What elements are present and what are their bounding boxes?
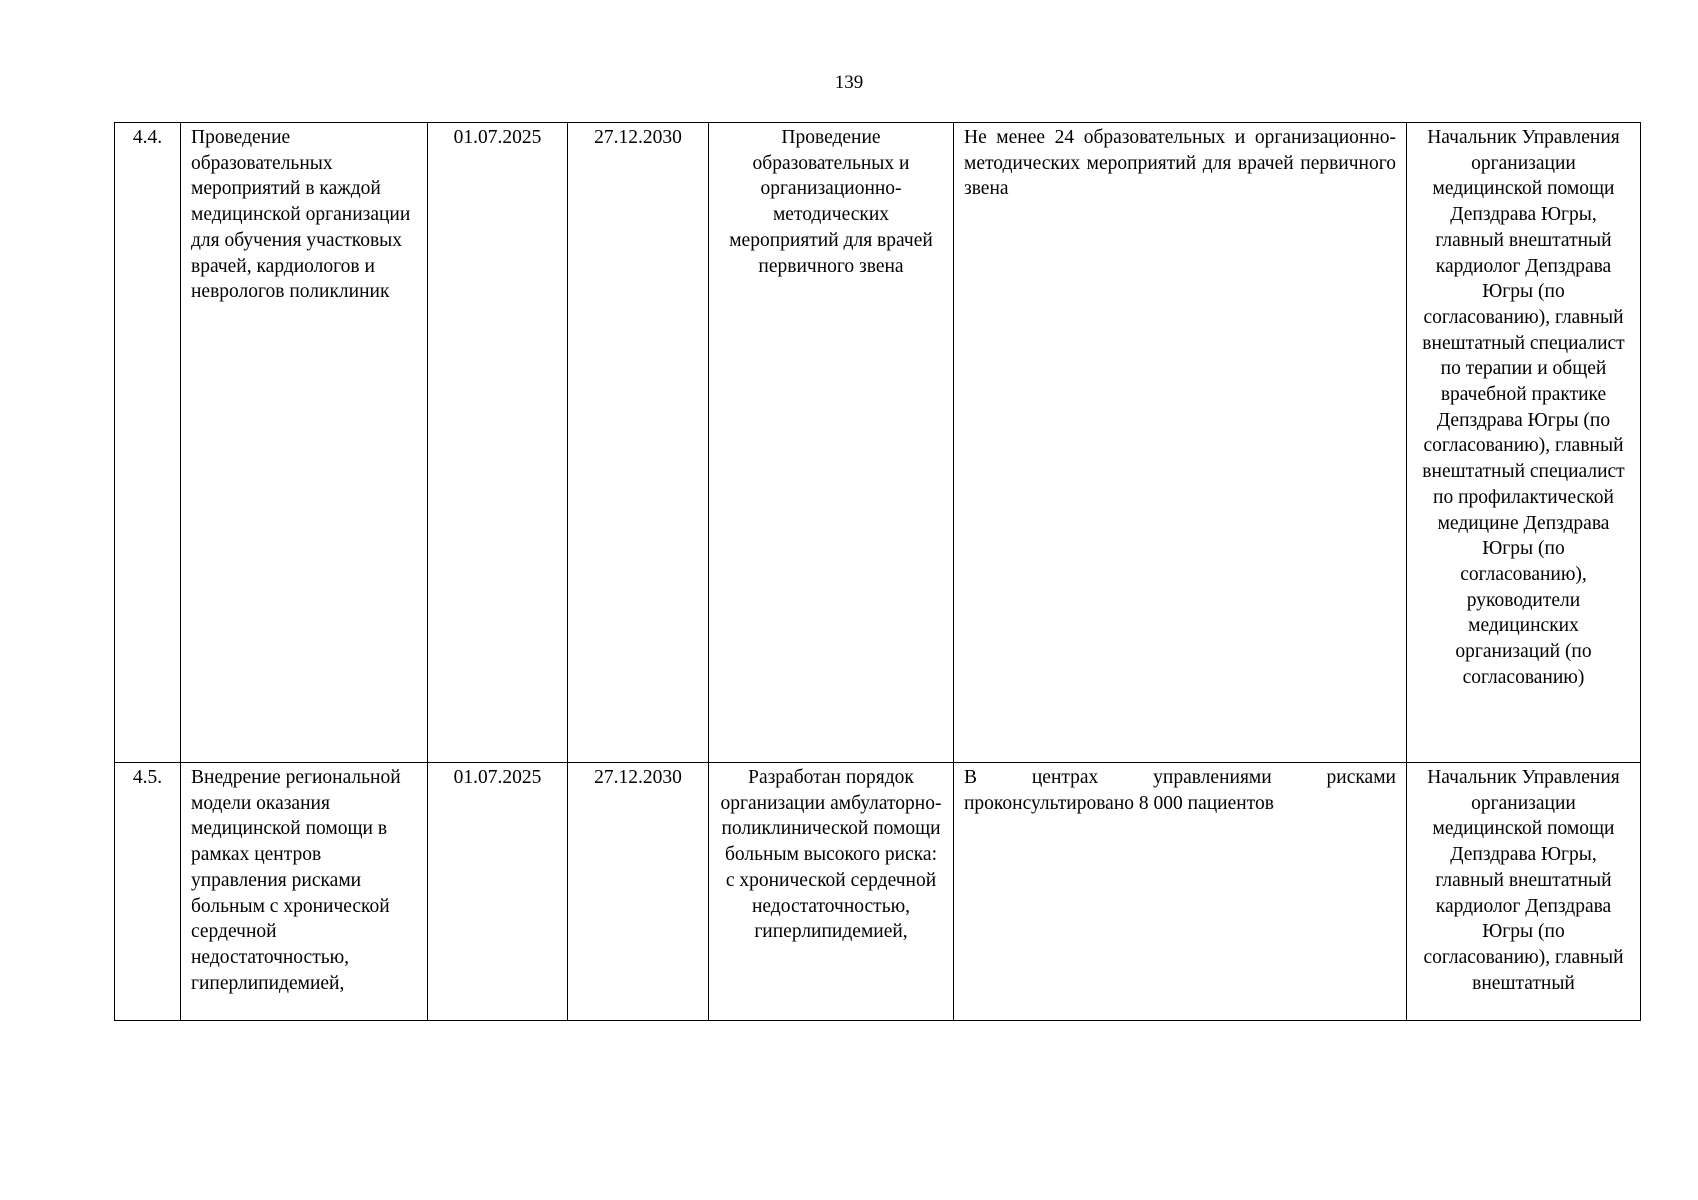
item-number: 4.4.: [132, 127, 163, 148]
responsible-cell: [1407, 123, 1641, 763]
page-number: 139: [834, 72, 864, 93]
measure-name-cell: [181, 123, 428, 763]
table-row: [115, 763, 1641, 1021]
measures-table: [114, 122, 1641, 1021]
measure-name: Проведение образовательных мероприятий в каждой медицинской организации для обучения участковых врачей, кардиологов и неврологов поликлиник: [191, 127, 411, 303]
responsible: Начальник Управления организации медицинской помощи Депздрава Югры, главный внештатный кардиолог Депздрава Югры (по согласованию), главный внештатный специалист по терапии и общей врачебной практике Депздрава Югры (по согласованию), главный внештатный специалист по профилактической медицине Депздрава Югры (по согласованию), руководители медицинских организаций (по согласованию): [1422, 127, 1625, 688]
indicator-cell: [954, 123, 1407, 763]
item-number-cell: [115, 763, 181, 1021]
end-date-cell: [568, 123, 709, 763]
end-date: 27.12.2030: [594, 767, 682, 788]
indicator-cell: [954, 763, 1407, 1021]
end-date: 27.12.2030: [594, 127, 682, 148]
measure-name-cell: [181, 763, 428, 1021]
table-row: [115, 123, 1641, 763]
responsible: Начальник Управления организации медицинской помощи Депздрава Югры, главный внештатный кардиолог Депздрава Югры (по согласованию), главный внештатный: [1423, 767, 1624, 994]
item-number-cell: [115, 123, 181, 763]
start-date-cell: [428, 763, 568, 1021]
end-date-cell: [568, 763, 709, 1021]
item-number: 4.5.: [132, 767, 163, 788]
expected-result-cell: [709, 123, 954, 763]
start-date-cell: [428, 123, 568, 763]
indicator: В центрах управлениями рисками проконсультировано 8 000 пациентов: [964, 767, 1396, 814]
responsible-cell: [1407, 763, 1641, 1021]
start-date: 01.07.2025: [453, 127, 542, 148]
measure-name: Внедрение региональной модели оказания медицинской помощи в рамках центров управления рисками больным с хронической сердечной недостаточностью, гиперлипидемией,: [191, 767, 401, 994]
indicator: Не менее 24 образовательных и организационно-методических мероприятий для врачей первичного звена: [964, 127, 1396, 200]
expected-result: Разработан порядок организации амбулаторно-поликлинической помощи больным высокого риска: с хронической сердечной недостаточностью, гиперлипидемией,: [720, 767, 942, 943]
expected-result-cell: [709, 763, 954, 1021]
start-date: 01.07.2025: [453, 767, 542, 788]
expected-result: Проведение образовательных и организационно-методических мероприятий для врачей первичного звена: [729, 127, 933, 277]
